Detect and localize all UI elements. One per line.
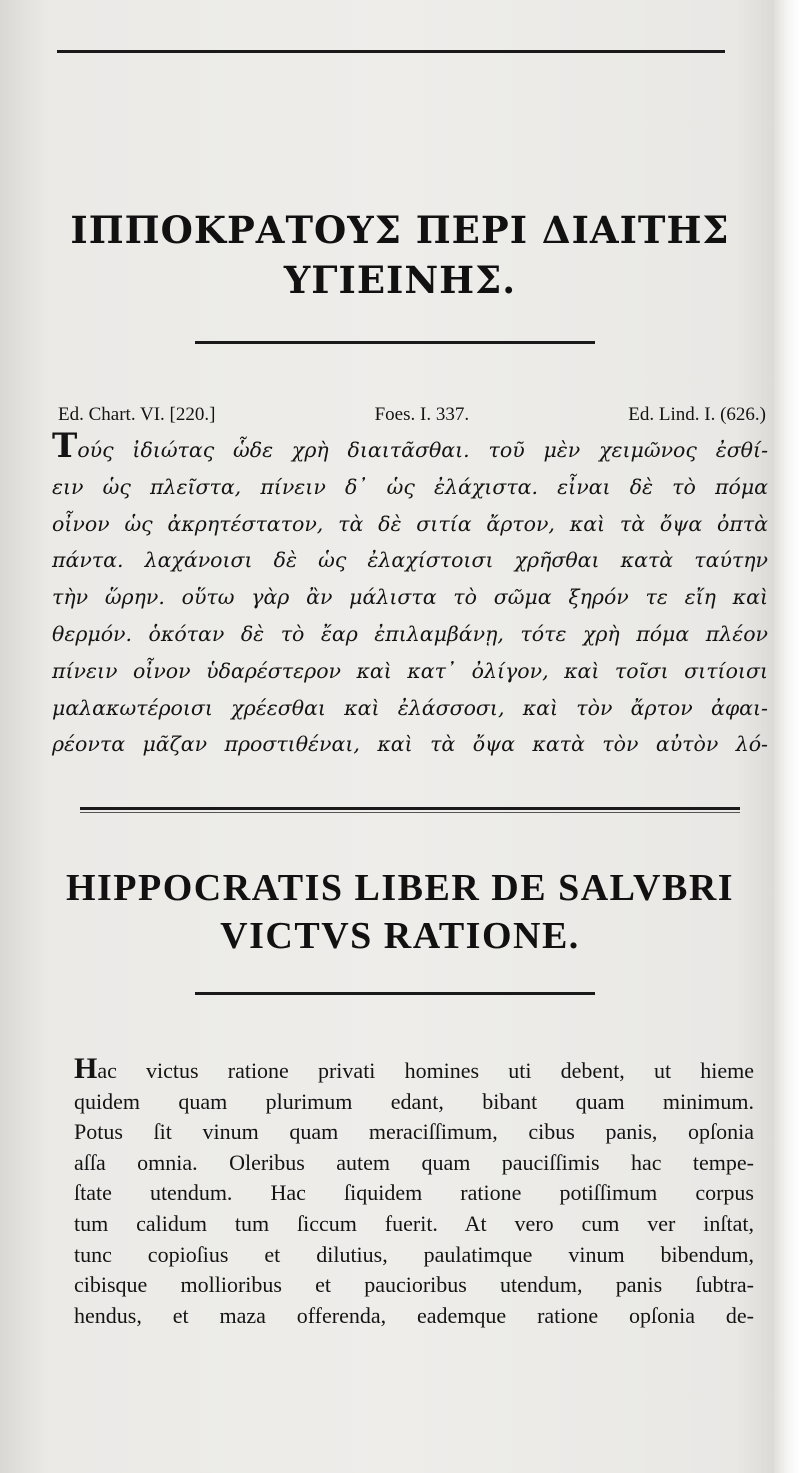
greek-line: ρέοντα μᾶζαν προστιθέναι, καὶ τὰ ὄψα κατὰ τὸν αὐτὸν λό- — [52, 732, 768, 757]
top-rule — [57, 50, 725, 53]
greek-line: πάντα. λαχάνοισι δὲ ὡς ἐλαχίστοισι χρῆσθαι κατὰ ταύτην — [52, 548, 768, 573]
greek-line: θερμόν. ὁκόταν δὲ τὸ ἔαρ ἐπιλαμβάνῃ, τότε χρὴ πόμα πλέον — [52, 621, 768, 646]
latin-title-rule — [195, 992, 595, 995]
edition-references — [58, 404, 766, 426]
greek-title-line-2: ΥΓΙΕΙΝΗΣ. — [283, 258, 517, 302]
greek-line: τὴν ὥρην. οὕτω γὰρ ἂν μάλιστα τὸ σῶμα ξηρόν τε εἴη καὶ — [52, 585, 768, 610]
greek-line: Τούς ἰδιώτας ὧδε χρὴ διαιτᾶσθαι. τοῦ μὲν χειμῶνος ἐσθί- — [52, 426, 768, 466]
greek-text — [52, 426, 768, 763]
greek-line: μαλακωτέροισι χρέεσθαι καὶ ἐλάσσοσι, καὶ τὸν ἄρτον ἀφαι- — [52, 695, 768, 720]
latin-title-line-1: HIPPOCRATIS LIBER DE SALVBRI — [65, 867, 735, 909]
latin-line: tum calidum tum ſiccum fuerit. At vero cum ver inſtat, — [74, 1210, 754, 1236]
edition-chart-ref: Ed. Chart. VI. [220.] — [58, 404, 216, 425]
latin-line: cibisque mollioribus et paucioribus utendum, panis ſubtra- — [74, 1272, 754, 1298]
greek-line: ειν ὡς πλεῖστα, πίνειν δ᾽ ὡς ἐλάχιστα. εἶναι δὲ τὸ πόμα — [52, 474, 768, 499]
greek-initial: Τ — [52, 426, 78, 466]
latin-line: hendus, et maza offerenda, eademque ratione opſonia de- — [74, 1302, 754, 1328]
page-edge — [774, 0, 800, 1473]
greek-line: πίνειν οἶνον ὑδαρέστερον καὶ κατ᾽ ὀλίγον, καὶ τοῖσι σιτίοισι — [52, 658, 768, 683]
edition-lind-ref: Ed. Lind. I. (626.) — [628, 404, 766, 425]
latin-line: Potus ſit vinum quam meraciſſimum, cibus panis, opſonia — [74, 1119, 754, 1145]
latin-title-line-2: VICTVS RATIONE. — [220, 915, 580, 957]
greek-line: οἶνον ὡς ἀκρητέστατον, τὰ δὲ σιτία ἄρτον, καὶ τὰ ὄψα ὀπτὰ — [52, 511, 768, 536]
edition-foes-ref: Foes. I. 337. — [374, 404, 470, 425]
section-divider — [80, 807, 740, 810]
latin-initial: H — [74, 1052, 98, 1085]
latin-line: tunc copioſius et dilutius, paulatimque vinum bibendum, — [74, 1241, 754, 1267]
greek-title-line-1: ΙΠΠΟΚΡΑΤΟΥΣ ΠΕΡΙ ΔΙΑΙΤΗΣ — [70, 208, 730, 252]
latin-text — [74, 1054, 754, 1331]
section-divider-thin — [80, 812, 740, 813]
latin-line: aſſa omnia. Oleribus autem quam pauciſſimis hac tempe- — [74, 1149, 754, 1175]
latin-line: Hac victus ratione privati homines uti debent, ut hieme — [74, 1052, 754, 1085]
latin-line: ſtate utendum. Hac ſiquidem ratione potiſſimum corpus — [74, 1180, 754, 1206]
greek-title-rule — [195, 341, 595, 344]
latin-line: quidem quam plurimum edant, bibant quam minimum. — [74, 1088, 754, 1114]
